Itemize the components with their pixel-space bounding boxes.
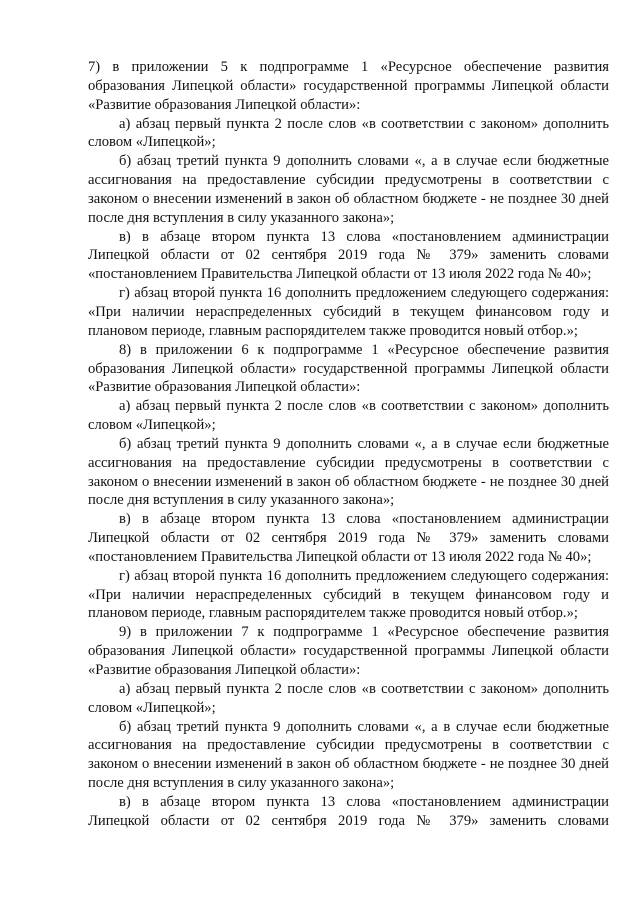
paragraph-item-9: 9) в приложении 7 к подпрограмме 1 «Ресурсное обеспечение развития образования Липецкой области» государственной программы Липецкой области «Развитие образования Липецкой области»: [88,624,609,678]
paragraph-9a: а) абзац первый пункта 2 после слов «в соответствии с законом» дополнить словом «Липецкой»; [88,680,609,716]
paragraph-7g: г) абзац второй пункта 16 дополнить предложением следующего содержания: «При наличии нераспределенных субсидий в текущем финансовом году и плановом периоде, главным распорядителем также проводится новый отбор.»; [88,285,609,339]
paragraph-item-7: 7) в приложении 5 к подпрограмме 1 «Ресурсное обеспечение развития образования Липецкой области» государственной программы Липецкой области «Развитие образования Липецкой области»: [88,59,609,113]
paragraph-item-8: 8) в приложении 6 к подпрограмме 1 «Ресурсное обеспечение развития образования Липецкой области» государственной программы Липецкой области «Развитие образования Липецкой области»: [88,341,609,396]
paragraph-8v: в) в абзаце втором пункта 13 слова «постановлением администрации Липецкой области от 02 сентября 2019 года № 379» заменить словами «постановлением Правительства Липецкой области от 13 июля 2022 года № 40»; [88,511,609,565]
paragraph-7a: а) абзац первый пункта 2 после слов «в соответствии с законом» дополнить словом «Липецкой»; [88,115,609,151]
paragraph-8b: б) абзац третий пункта 9 дополнить словами «, а в случае если бюджетные ассигнования на предоставление субсидии предусмотрены в соответствии с законом о внесении изменений в закон об областном бюджете - не позднее 30 дней после дня вступления в силу указанного закона»; [88,435,609,509]
document-page [88,58,609,831]
paragraph-8g: г) абзац второй пункта 16 дополнить предложением следующего содержания: «При наличии нераспределенных субсидий в текущем финансовом году и плановом периоде, главным распорядителем также проводится новый отбор.»; [88,567,609,622]
paragraph-7b: б) абзац третий пункта 9 дополнить словами «, а в случае если бюджетные ассигнования на предоставление субсидии предусмотрены в соответствии с законом о внесении изменений в закон об областном бюджете - не позднее 30 дней после дня вступления в силу указанного закона»; [88,153,609,226]
paragraph-7v: в) в абзаце втором пункта 13 слова «постановлением администрации Липецкой области от 02 сентября 2019 года № 379» заменить словами «постановлением Правительства Липецкой области от 13 июля 2022 года № 40»; [88,228,609,283]
paragraph-9v: в) в абзаце втором пункта 13 слова «постановлением администрации Липецкой области от 02 сентября 2019 года № 379» заменить словами [88,793,609,829]
paragraph-9b: б) абзац третий пункта 9 дополнить словами «, а в случае если бюджетные ассигнования на предоставление субсидии предусмотрены в соответствии с законом о внесении изменений в закон об областном бюджете - не позднее 30 дней после дня вступления в силу указанного закона»; [88,718,609,792]
paragraph-8a: а) абзац первый пункта 2 после слов «в соответствии с законом» дополнить словом «Липецкой»; [88,398,609,434]
